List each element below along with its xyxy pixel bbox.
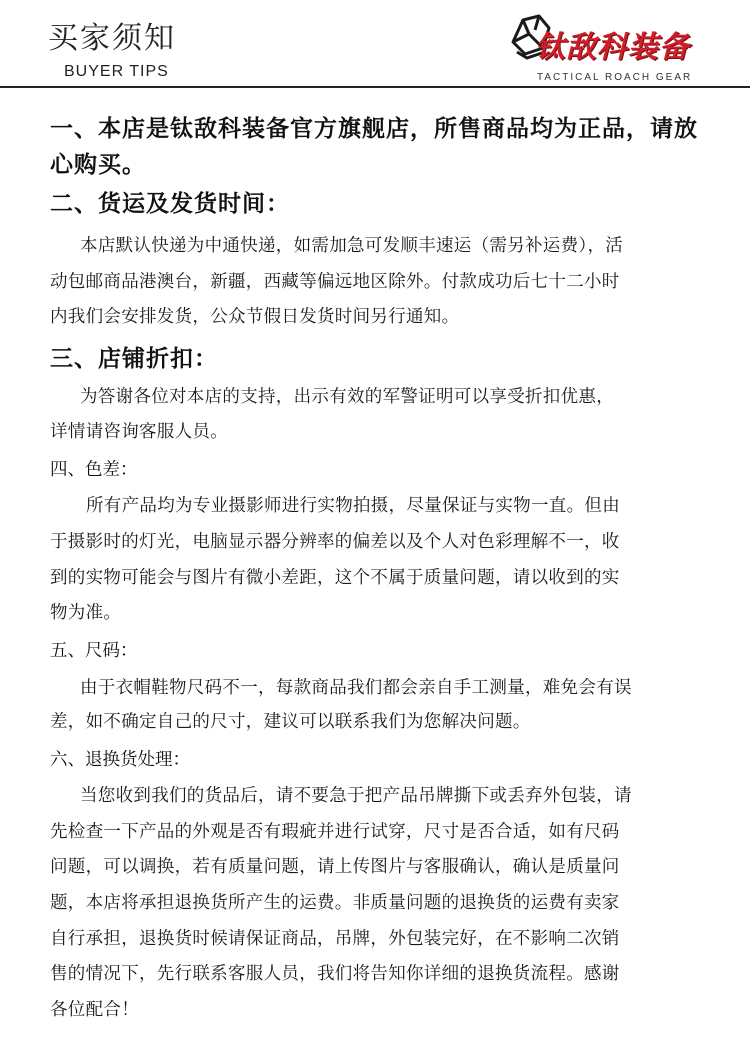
section-1-line-2: 心购买。 bbox=[50, 152, 146, 178]
section-2-line-3: 内我们会安排发货，公众节假日发货时间另行通知。 bbox=[50, 307, 460, 327]
section-6-line-7: 各位配合！ bbox=[50, 1000, 139, 1020]
section-6-line-3: 问题，可以调换，若有质量问题，请上传图片与客服确认，确认是质量问 bbox=[50, 857, 620, 877]
section-1-line-1: 一、本店是钛敌科装备官方旗舰店，所售商品均为正品，请放 bbox=[50, 116, 698, 142]
section-2-line-2: 动包邮商品港澳台，新疆，西藏等偏远地区除外。付款成功后七十二小时 bbox=[50, 272, 620, 292]
page-subtitle: BUYER TIPS bbox=[64, 63, 169, 80]
section-6-line-4: 题，本店将承担退换货所产生的运费。非质量问题的退换货的运费有卖家 bbox=[50, 893, 620, 913]
section-4-heading: 四、色差： bbox=[50, 460, 138, 480]
section-5-heading: 五、尺码： bbox=[50, 641, 138, 661]
section-3-heading: 三、店铺折扣： bbox=[50, 346, 218, 372]
section-6-line-2: 先检查一下产品的外观是否有瑕疵并进行试穿，尺寸是否合适，如有尺码 bbox=[50, 822, 620, 842]
section-3-line-1: 为答谢各位对本店的支持，出示有效的军警证明可以享受折扣优惠， bbox=[80, 387, 614, 407]
header-divider bbox=[0, 86, 750, 88]
section-4-line-3: 到的实物可能会与图片有微小差距，这个不属于质量问题，请以收到的实 bbox=[50, 568, 620, 588]
section-6-line-1: 当您收到我们的货品后，请不要急于把产品吊牌撕下或丢弃外包装，请 bbox=[80, 786, 632, 806]
section-6-line-6: 售的情况下，先行联系客服人员，我们将告知你详细的退换货流程。感谢 bbox=[50, 964, 620, 984]
section-3-line-2: 详情请咨询客服人员。 bbox=[50, 422, 228, 442]
section-6-line-5: 自行承担，退换货时候请保证商品，吊牌，外包装完好，在不影响二次销 bbox=[50, 929, 620, 949]
section-4-line-4: 物为准。 bbox=[50, 603, 122, 623]
section-5-line-1: 由于衣帽鞋物尺码不一，每款商品我们都会亲自手工测量，难免会有误 bbox=[80, 678, 632, 698]
page-header bbox=[0, 0, 750, 88]
section-2-heading: 二、货运及发货时间： bbox=[50, 191, 290, 217]
page-title: 买家须知 bbox=[48, 21, 176, 56]
section-6-heading: 六、退换货处理： bbox=[50, 750, 190, 770]
brand-name: 钛敌科装备 bbox=[535, 30, 690, 65]
section-4-line-2: 于摄影时的灯光，电脑显示器分辨率的偏差以及个人对色彩理解不一，收 bbox=[50, 532, 620, 552]
section-5-line-2: 差，如不确定自己的尺寸，建议可以联系我们为您解决问题。 bbox=[50, 712, 531, 732]
section-4-line-1: 所有产品均为专业摄影师进行实物拍摄，尽量保证与实物一直。但由 bbox=[86, 496, 620, 516]
brand-tagline: TACTICAL ROACH GEAR bbox=[537, 72, 693, 83]
section-2-line-1: 本店默认快递为中通快递，如需加急可发顺丰速运（需另补运费），活 bbox=[80, 236, 624, 256]
brand-logo bbox=[505, 8, 705, 86]
